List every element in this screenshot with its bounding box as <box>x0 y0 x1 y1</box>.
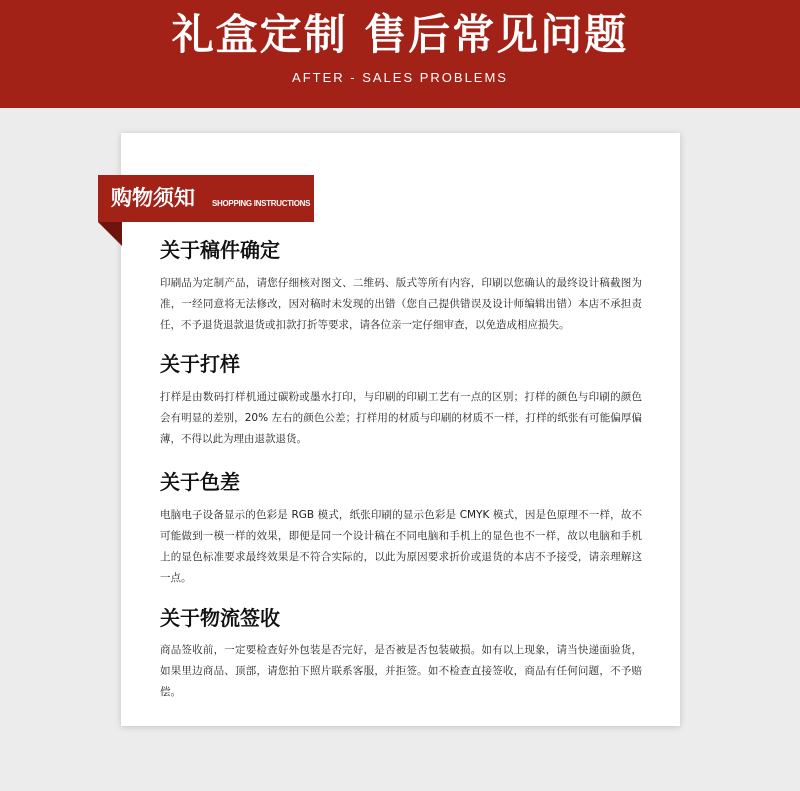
section-ribbon <box>98 175 314 222</box>
header-banner <box>0 0 800 108</box>
ribbon-subtitle: SHOPPING INSTRUCTIONS <box>212 199 311 208</box>
section-title-delivery: 关于物流签收 <box>160 606 280 630</box>
section-title-draft: 关于稿件确定 <box>160 238 280 262</box>
ribbon-fold <box>98 222 122 246</box>
ribbon-title: 购物须知 <box>111 186 195 210</box>
section-body-proof: 打样是由数码打样机通过碳粉或墨水打印，与印刷的印刷工艺有一点的区别；打样的颜色与印刷的颜色会有明显的差别，20% 左右的颜色公差；打样用的材质与印刷的材质不一样，打样的纸张有可能偏厚偏薄，不得以此为理由退款退货。 <box>160 391 642 445</box>
section-body-color: 电脑电子设备显示的色彩是 RGB 模式，纸张印刷的显示色彩是 CMYK 模式，因是色原理不一样，故不可能做到一模一样的效果，即便是同一个设计稿在不同电脑和手机上的显色也不一样，故以电脑和手机上的显色标准要求最终效果是不符合实际的，以此为原因要求折价或退货的本店不予接受，请亲理解这一点。 <box>160 509 642 584</box>
page-title: 礼盒定制 售后常见问题 <box>171 10 629 59</box>
section-body-delivery: 商品签收前，一定要检查好外包装是否完好，是否被是否包装破损。如有以上现象，请当快递面验货，如果里边商品、顶部，请您拍下照片联系客服，并拒签。如不检查直接签收，商品有任何问题，不予赔偿。 <box>160 644 642 698</box>
section-title-proof: 关于打样 <box>160 352 240 376</box>
section-title-color: 关于色差 <box>160 470 240 494</box>
section-body-draft: 印刷品为定制产品，请您仔细核对图文、二维码、版式等所有内容，印刷以您确认的最终设计稿截图为准，一经同意将无法修改，因对稿时未发现的出错（您自己提供错误及设计师编辑出错）本店不承担责任，不予退货退款退货或扣款打折等要求，请各位亲一定仔细审查，以免造成相应损失。 <box>160 277 642 331</box>
page-subtitle: AFTER - SALES PROBLEMS <box>292 70 508 85</box>
